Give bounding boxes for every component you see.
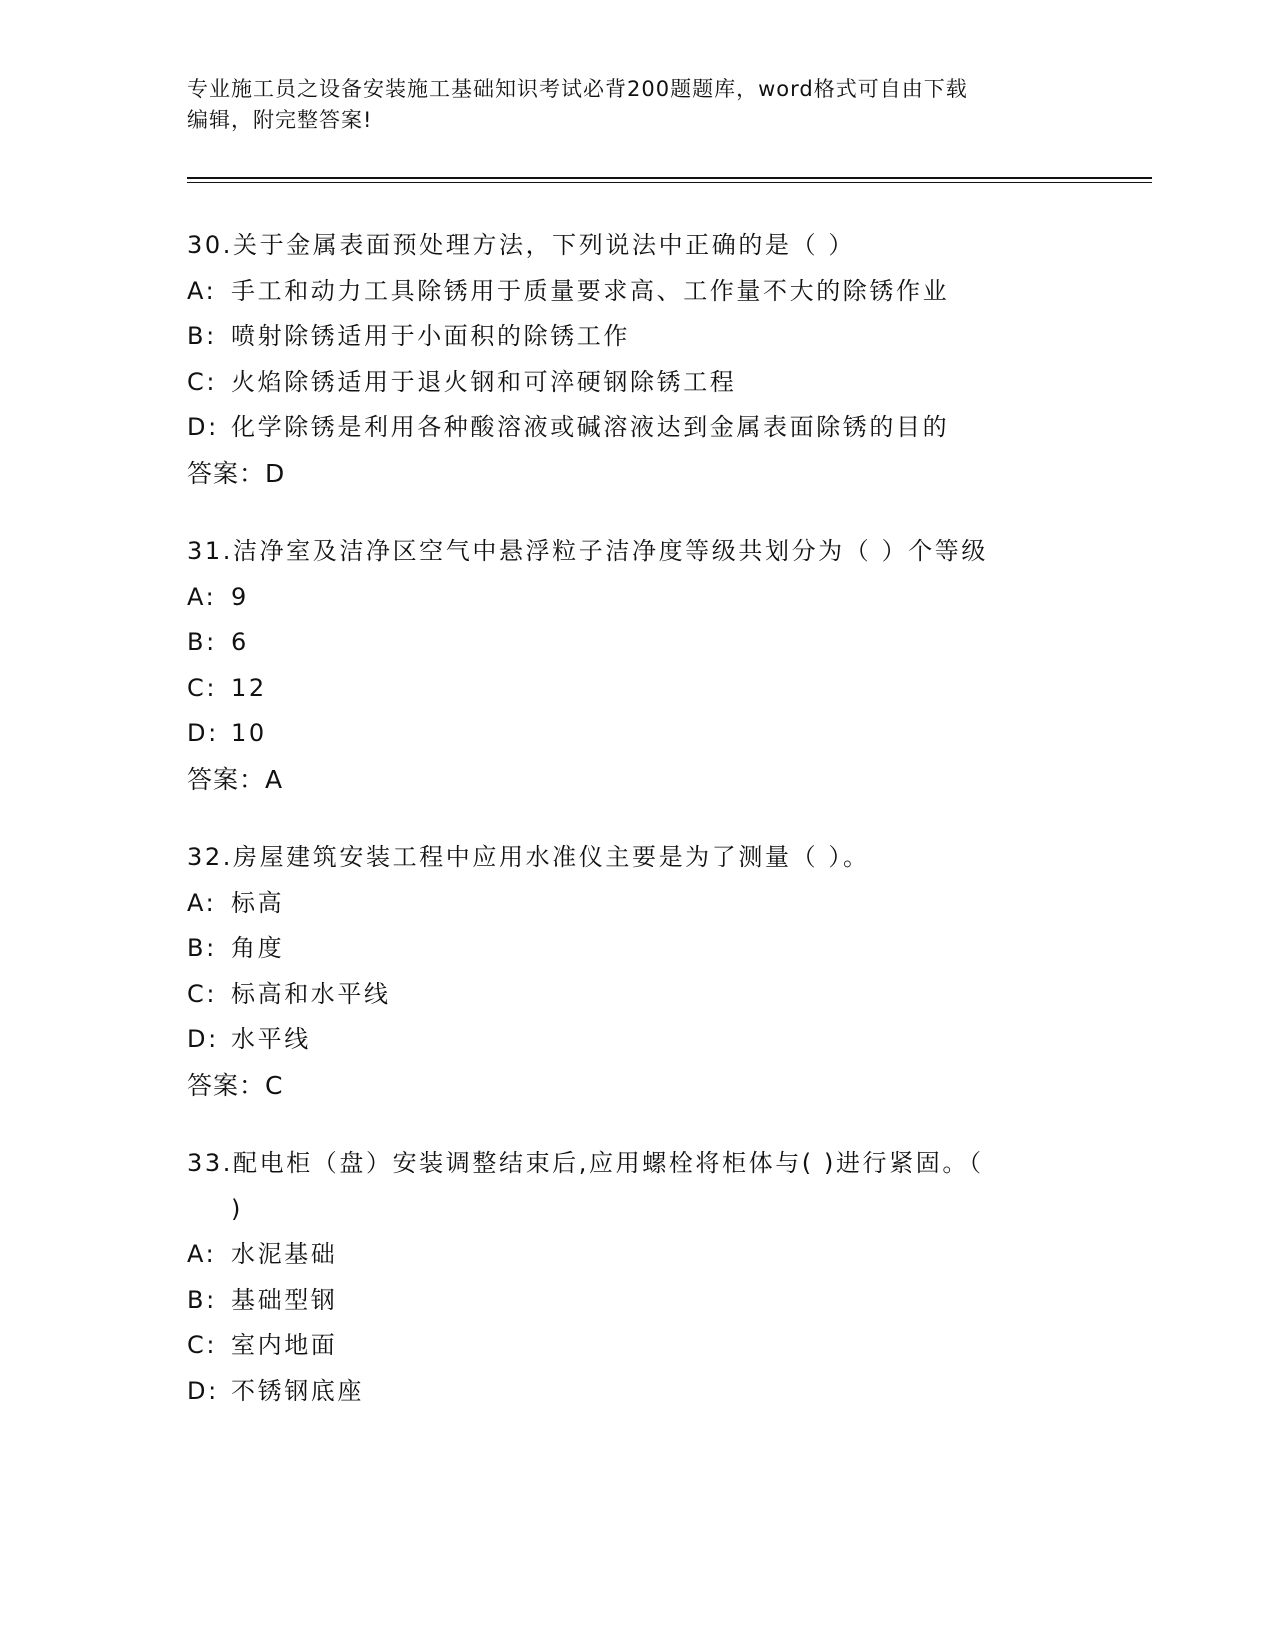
option-letter: D:	[187, 413, 219, 441]
option-letter: B:	[187, 934, 217, 962]
option-letter: A:	[187, 888, 217, 917]
question-30	[187, 223, 1147, 496]
option-text: 喷射除锈适用于小面积的除锈工作	[231, 322, 630, 350]
option-letter: C:	[187, 367, 218, 396]
option-letter: B:	[187, 322, 217, 350]
option-letter: D:	[187, 1025, 219, 1053]
option-letter: B:	[187, 628, 217, 656]
option-text: 手工和动力工具除锈用于质量要求高、工作量不大的除锈作业	[231, 276, 950, 305]
option-text: 标高	[231, 888, 285, 917]
option-text: 水平线	[231, 1025, 311, 1053]
header-divider-thin	[187, 182, 1152, 183]
option-letter: C:	[187, 979, 218, 1008]
document-header	[187, 74, 1087, 136]
option-letter: C:	[187, 1331, 218, 1359]
option-letter: D:	[187, 719, 219, 747]
option-a	[187, 881, 1147, 927]
option-c	[187, 1323, 1147, 1369]
header-divider-thick	[187, 177, 1152, 179]
option-d	[187, 1369, 1147, 1415]
option-text: 化学除锈是利用各种酸溶液或碱溶液达到金属表面除锈的目的	[231, 413, 950, 441]
question-31	[187, 529, 1147, 802]
option-text: 火焰除锈适用于退火钢和可淬硬钢除锈工程	[231, 367, 737, 396]
option-text: 10	[231, 719, 267, 747]
option-b	[187, 1278, 1147, 1324]
option-text: 水泥基础	[231, 1240, 338, 1268]
option-a	[187, 269, 1147, 315]
question-32	[187, 835, 1147, 1108]
question-stem: 32.房屋建筑安装工程中应用水准仪主要是为了测量（ ）。	[187, 843, 870, 871]
option-text: 12	[231, 673, 267, 702]
option-text: 9	[231, 582, 249, 611]
option-letter: B:	[187, 1285, 217, 1314]
question-33	[187, 1141, 1147, 1414]
option-c	[187, 360, 1147, 406]
option-b	[187, 926, 1147, 972]
option-letter: C:	[187, 673, 218, 702]
header-line-2: 编辑，附完整答案!	[187, 108, 373, 132]
option-a	[187, 1232, 1147, 1278]
question-stem: 33.配电柜（盘）安装调整结束后,应用螺栓将柜体与( )进行紧固。（	[187, 1149, 984, 1177]
option-text: 标高和水平线	[231, 979, 391, 1008]
option-d	[187, 405, 1147, 451]
question-stem-continuation: )	[231, 1194, 243, 1223]
answer-line: 答案：A	[187, 764, 284, 794]
option-letter: A:	[187, 276, 217, 305]
option-letter: A:	[187, 1240, 217, 1268]
option-text: 基础型钢	[231, 1285, 338, 1314]
answer-line: 答案：D	[187, 458, 286, 488]
question-stem: 30.关于金属表面预处理方法，下列说法中正确的是（ ）	[187, 231, 855, 259]
question-stem: 31.洁净室及洁净区空气中悬浮粒子洁净度等级共划分为（ ）个等级	[187, 537, 988, 565]
option-b	[187, 314, 1147, 360]
option-text: 6	[231, 628, 249, 656]
option-text: 室内地面	[231, 1331, 338, 1359]
option-c	[187, 972, 1147, 1018]
option-text: 角度	[231, 934, 285, 962]
option-letter: A:	[187, 582, 217, 611]
answer-line: 答案：C	[187, 1070, 284, 1100]
option-b	[187, 620, 1147, 666]
option-c	[187, 666, 1147, 712]
option-a	[187, 575, 1147, 621]
option-text: 不锈钢底座	[231, 1376, 364, 1405]
header-line-1: 专业施工员之设备安装施工基础知识考试必背200题题库，word格式可自由下载	[187, 77, 968, 101]
option-d	[187, 1017, 1147, 1063]
option-letter: D:	[187, 1376, 219, 1405]
option-d	[187, 711, 1147, 757]
